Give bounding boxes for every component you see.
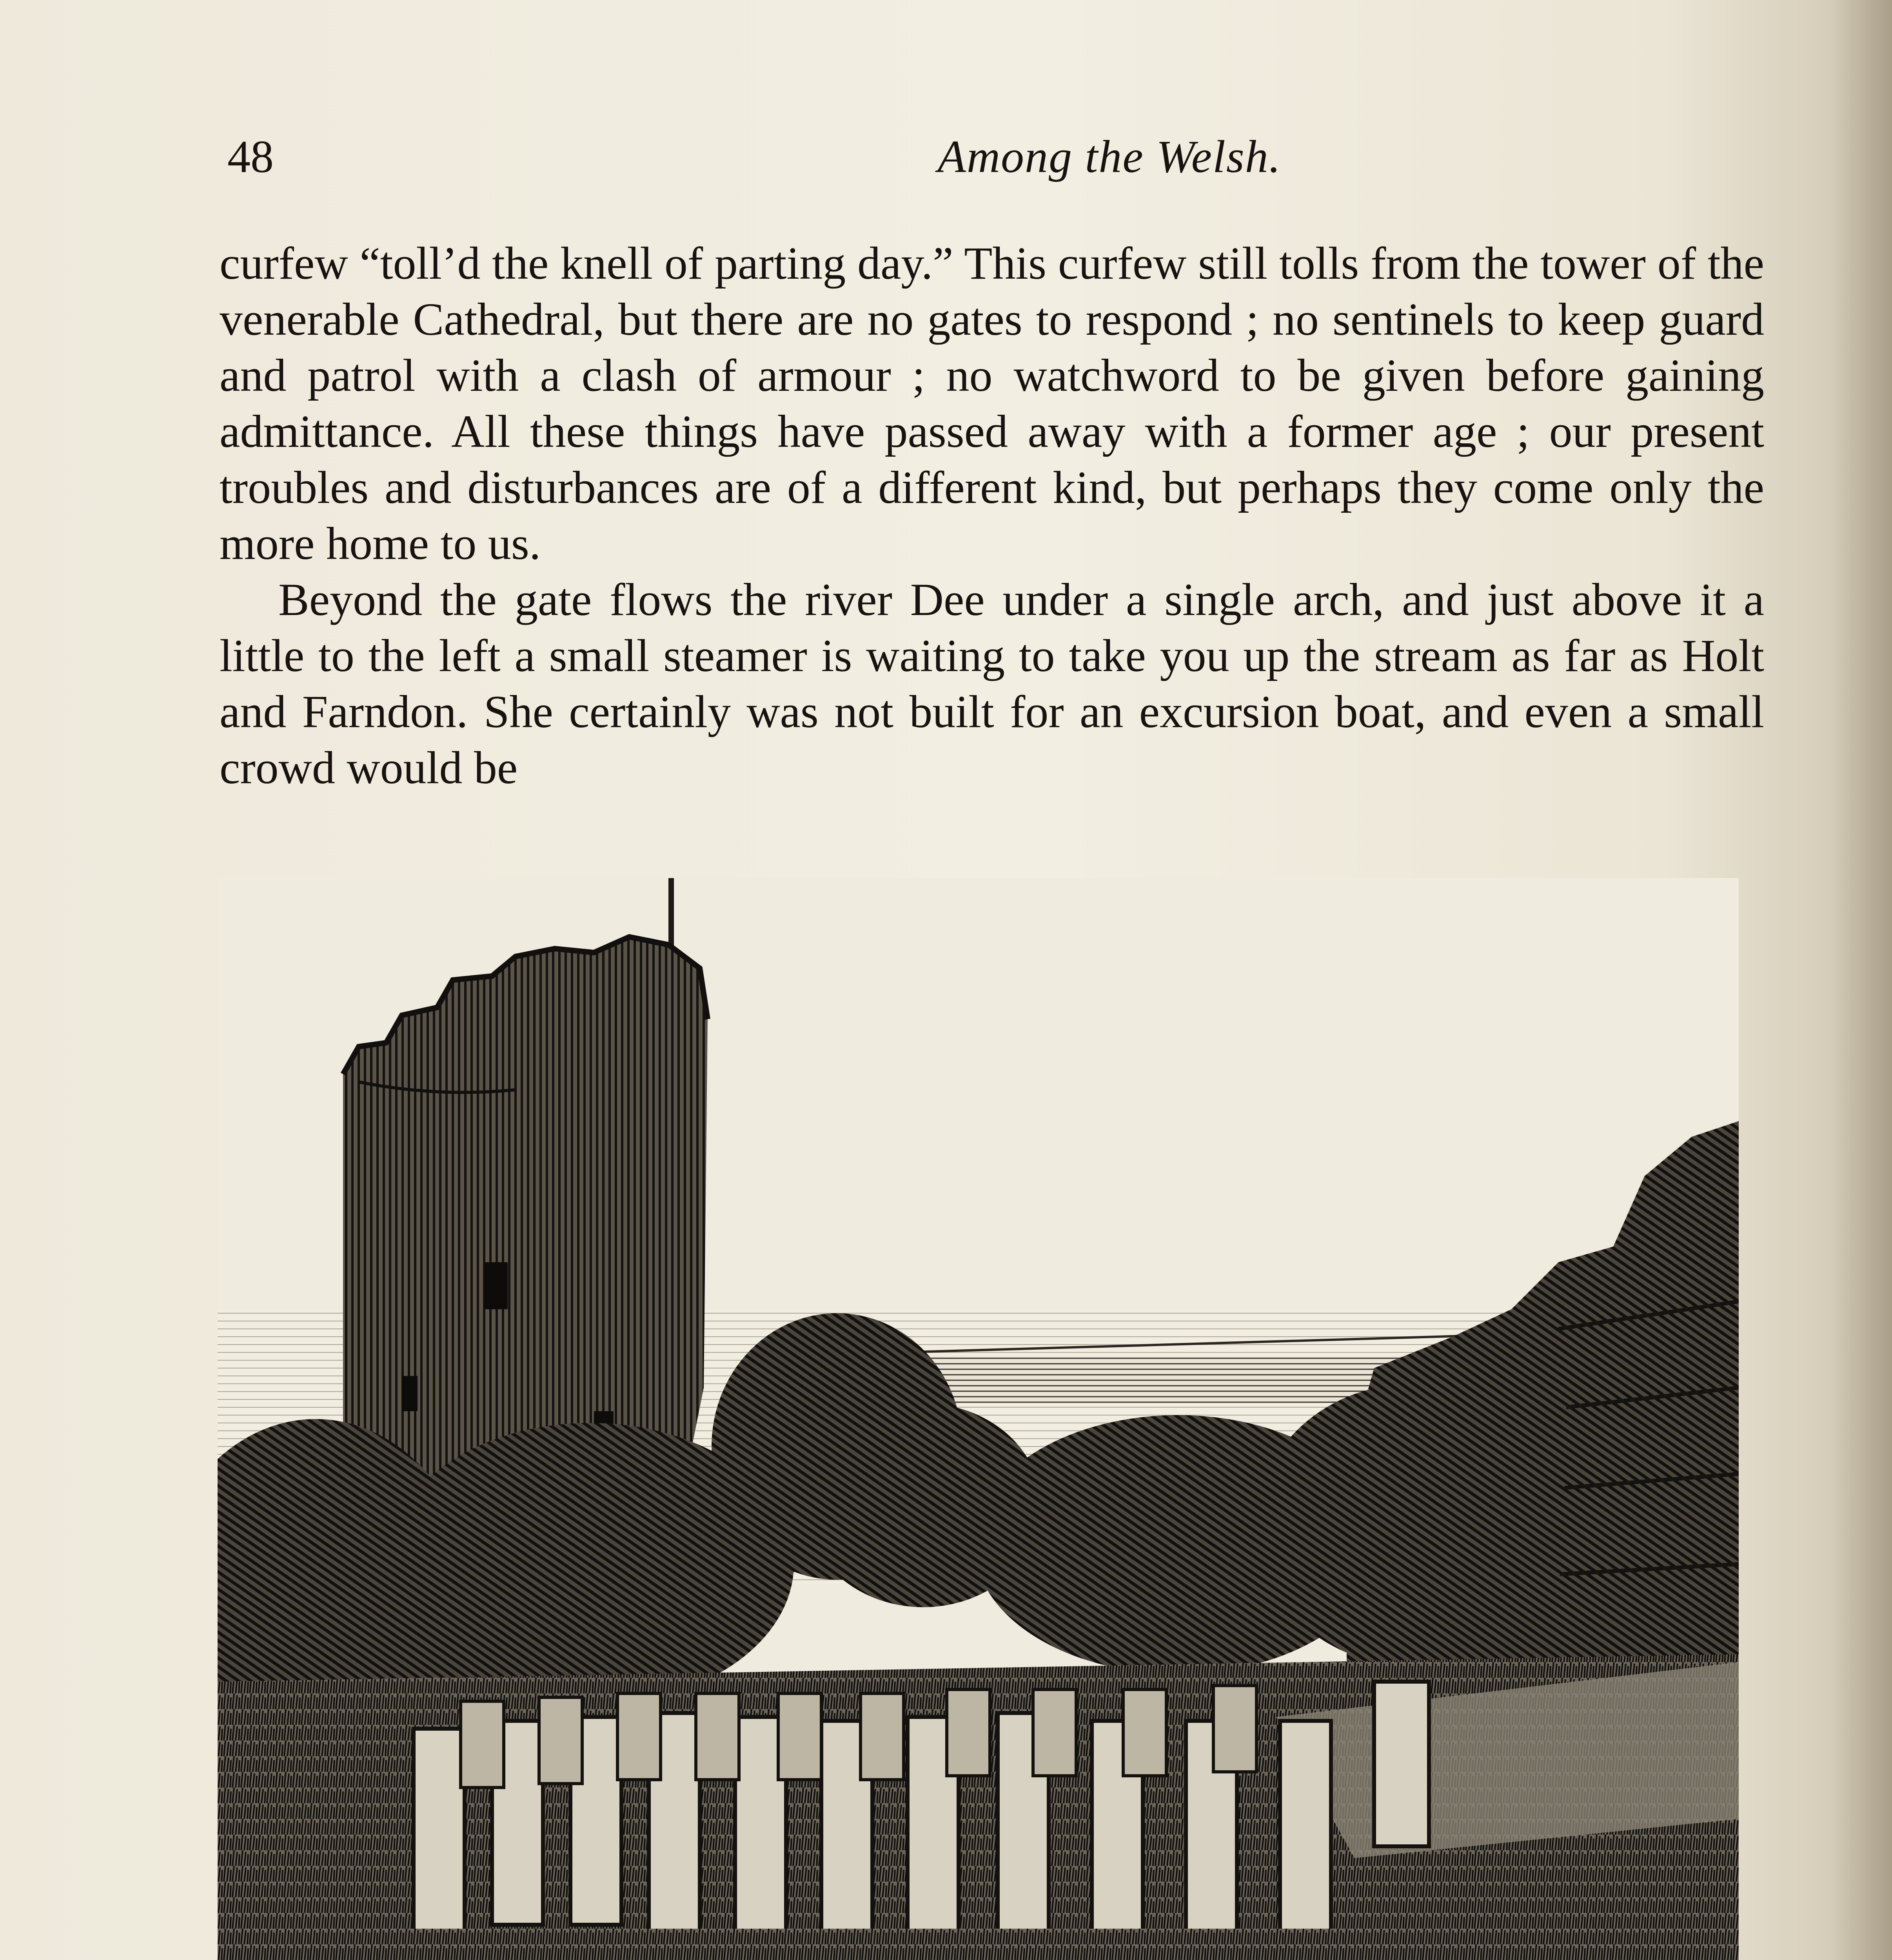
running-head: Among the Welsh. bbox=[937, 131, 1282, 182]
page-number: 48 bbox=[227, 131, 274, 182]
text-block-top bbox=[220, 235, 1764, 796]
page-edge-shadow bbox=[1833, 0, 1892, 1960]
water-tower-engraving bbox=[218, 878, 1739, 1960]
page-header bbox=[227, 125, 1756, 188]
engraving-illustration bbox=[218, 878, 1739, 1960]
paragraph: curfew “toll’d the knell of parting day.” This curfew still tolls from the tower of the venerable Cathedral, but there are no gates to respond ; no sentinels to keep guard and patrol with a clash of armour ; no watchword to be given before gaining admittance. All these things have passed away with a former age ; our present troubles and disturbances are of a different kind, but perhaps they come only the more home to us. bbox=[220, 238, 1764, 569]
paragraph: Beyond the gate flows the river Dee under a single arch, and just above it a little to the left a small steamer is waiting to take you up the stream as far as Holt and Farndon. She certainly was not built for an excursion boat, and even a small crowd would be bbox=[220, 574, 1764, 793]
